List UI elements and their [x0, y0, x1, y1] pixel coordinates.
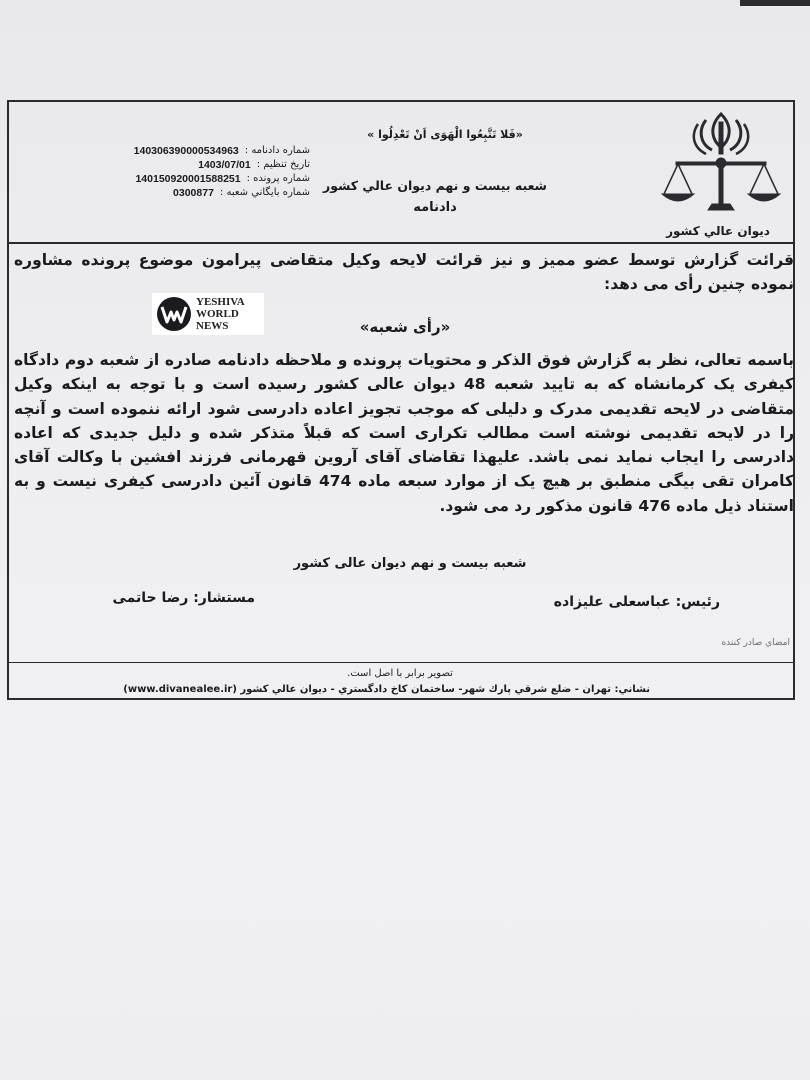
header-verse: «فَلا تَتَّبِعُوا الْهَوَى اَنْ تَعْدِلُوا »	[367, 128, 523, 141]
watermark-line-3: NEWS	[196, 320, 229, 332]
header-divider	[7, 242, 795, 244]
issue-date-value: 1403/07/01	[198, 159, 251, 171]
issuer-signature-label: امضاي صادر كننده	[721, 638, 790, 648]
case-number-value: 140150920001588251	[135, 173, 241, 185]
certified-copy-note: تصوير برابر با اصل است.	[347, 668, 453, 679]
verdict-number-label: شماره دادنامه :	[244, 145, 310, 156]
case-number-label: شماره پرونده :	[246, 173, 310, 184]
news-watermark	[152, 293, 264, 335]
issue-date-label: تاريخ تنظيم :	[256, 159, 310, 170]
yeshiva-world-news-logo-icon	[156, 296, 192, 332]
president-signature: رئیس: عباسعلی علیزاده	[553, 594, 720, 610]
iran-emblem-scales-icon	[658, 108, 784, 220]
archive-number-value: 0300877	[173, 187, 214, 199]
document-title: دادنامه	[413, 200, 457, 215]
watermark-line-1: YESHIVA	[196, 296, 245, 308]
branch-signature-line: شعبه بیست و نهم دیوان عالی کشور	[293, 556, 527, 571]
ruling-paragraph: باسمه تعالی، نظر به گزارش فوق الذکر و محتویات پرونده و ملاحظه دادنامه صادره از شعبه دوم دادگاه کیفری یک کرمانشاه که به تایید شعبه 48 دیوان عالی کشور رسیده است و با توجه به اینکه وکیل متقاضی در لایحه تقدیمی مدرک و دلیلی که موجب تجویز اعاده دادرسی شود ارائه ننموده است و آنچه را در لایحه تقدیمی نوشته است مطالب تکراری است که قبلاً متذکر شده و دلیل جدیدی که اعاده دادرسی را ایجاب نماید نمی باشد. علیهذا تقاضای آقای آروین قهرمانی فرزند افشین با وکالت آقای کامران تقی بیگی منطبق بر هیچ یک از موارد سبعه ماده 474 قانون آئین دادرسی کیفری نیست و به استناد ذیل ماده 476 قانون مذکور رد می شود.	[14, 351, 794, 515]
verdict-number-value: 140306390000534963	[133, 145, 239, 157]
archive-number-row	[60, 186, 310, 200]
verdict-number-row	[60, 144, 310, 158]
branch-title: شعبه بيست و نهم ديوان عالي كشور	[323, 178, 547, 193]
case-number-row	[60, 172, 310, 186]
watermark-text	[196, 296, 245, 332]
court-address: نشاني: تهران - ضلع شرقي پارك شهر- ساختمان كاخ دادگستري - ديوان عالي كشور (www.divanealee.ir)	[123, 684, 650, 695]
issue-date-row	[60, 158, 310, 172]
ruling-heading: «رأی شعبه»	[359, 318, 451, 336]
watermark-line-2: WORLD	[196, 308, 239, 320]
court-name: ديوان عالي كشور	[666, 224, 770, 238]
advisor-signature: مستشار: رضا حاتمی	[112, 590, 255, 606]
page-corner-shadow	[740, 0, 810, 6]
case-metadata	[60, 144, 310, 200]
archive-number-label: شماره بايگاني شعبه :	[219, 187, 310, 198]
footer-divider	[7, 662, 795, 663]
intro-paragraph: قرائت گزارش توسط عضو ممیز و نیز قرائت لایحه وکیل متقاضی پیرامون موضوع پرونده مشاوره نموده چنین رأی می دهد:	[14, 251, 794, 293]
